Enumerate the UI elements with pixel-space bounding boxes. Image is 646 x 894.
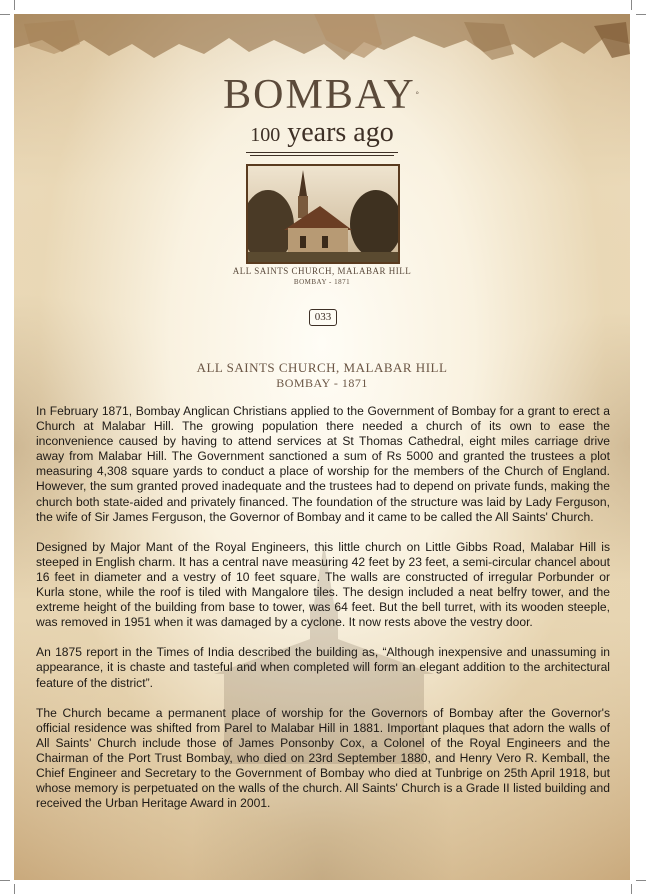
subtitle-number: 100 <box>250 124 281 146</box>
masthead-title <box>14 74 630 116</box>
photo-caption-date: BOMBAY - 1871 <box>293 278 351 286</box>
church-photograph <box>246 164 400 264</box>
article-paragraph: An 1875 report in the Times of India described the building as, “Although inexpensive and unassuming in appearance, it is chaste and tasteful and when completed will form an elegant addition to the architectural feature of the district”. <box>36 645 610 690</box>
subtitle-text: years ago <box>287 117 394 148</box>
article-heading: ALL SAINTS CHURCH, MALABAR HILL <box>196 360 448 375</box>
aged-paper-page <box>14 14 630 880</box>
article-paragraph: Designed by Major Mant of the Royal Engineers, this little church on Little Gibbs Road, Malabar Hill is steeped in English charm. It has a central nave measuring 42 feet by 23 feet, a semi-circular chancel about 16 feet in diameter and a vestry of 10 feet square. The walls are constructed of irregular Porbunder or Kurla stone, while the roof is tiled with Mangalore tiles. The design included a neat belfry tower, and the extreme height of the building from base to tower, was 64 feet. But the bell turret, with its wooden steeple, was removed in 1951 when it was damaged by a cyclone. It now rests above the vestry door. <box>36 539 610 630</box>
article-paragraph: The Church became a permanent place of worship for the Governors of Bombay after the Governor's official residence was shifted from Parel to Malabar Hill in 1881. Important plaques that adorn the walls of All Saints' Church include those of James Ponsonby Cox, a Colonel of the Royal Engineers and the Chairman of the Port Trust Bombay, who died on 23rd September 1880, and Henry Vero R. Kemball, the Chief Engineer and Secretary to the Government of Bombay who died at Tunbrige on 25th April 1918, but whose memory is perpetuated on the walls of the church. All Saints' Church is a Grade II listed building and received the Urban Heritage Award in 2001. <box>36 705 610 811</box>
masthead-title-text: BOMBAY <box>223 72 416 118</box>
registered-mark: ° <box>415 90 421 99</box>
subtitle-rule <box>250 155 394 156</box>
photo-caption-title: ALL SAINTS CHURCH, MALABAR HILL <box>232 266 412 276</box>
article-body <box>36 404 610 826</box>
page-number: 033 <box>309 309 337 326</box>
article-subheading: BOMBAY - 1871 <box>276 376 368 390</box>
masthead-subtitle <box>246 118 398 153</box>
masthead <box>14 74 630 156</box>
article-paragraph: In February 1871, Bombay Anglican Christians applied to the Government of Bombay for a grant to erect a Church at Malabar Hill. The growing population there needed a church of its own to ease the inconvenience caused by having to attend services at St Thomas Cathedral, eight miles carriage drive away from Malabar Hill. The Government sanctioned a sum of Rs 5000 and granted the trustees a plot measuring 4,308 square yards to conduct a place of worship for the members of the Church of England. However, the sum granted proved inadequate and the trustees had to depend on private funds, making the church both state-aided and privately financed. The foundation of the structure was laid by Lady Ferguson, the wife of Sir James Ferguson, the Governor of Bombay and it came to be called the All Saints' Church. <box>36 404 610 524</box>
church-photo-image <box>248 166 398 262</box>
